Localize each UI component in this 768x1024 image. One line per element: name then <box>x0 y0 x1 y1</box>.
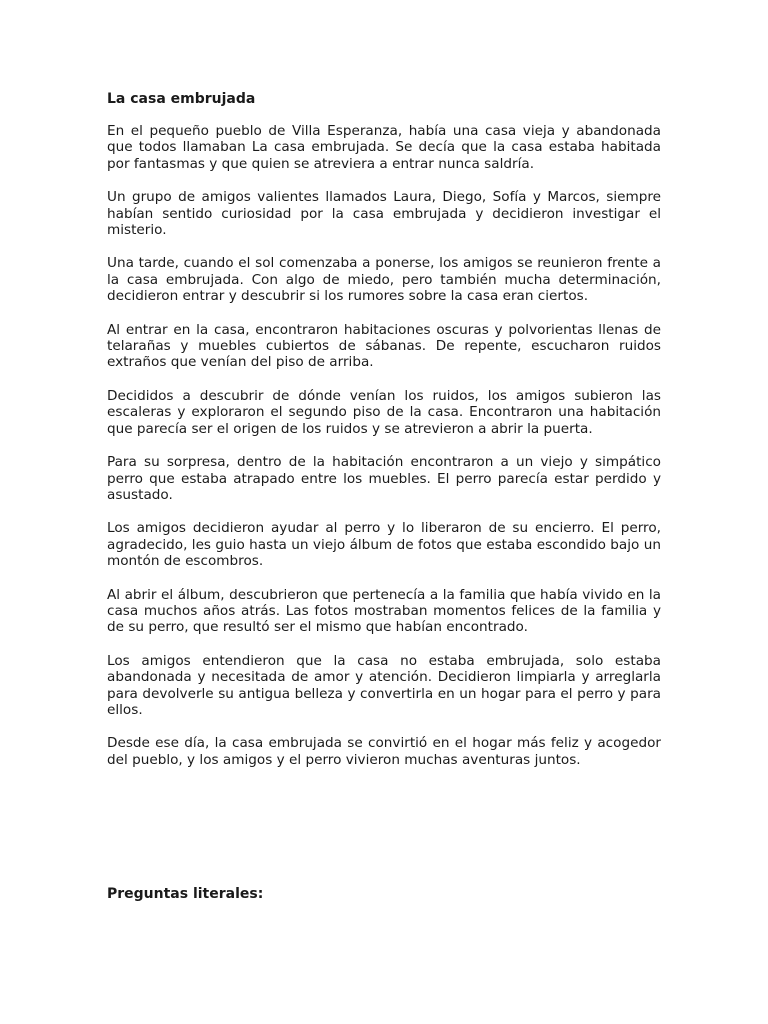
paragraph-3: Una tarde, cuando el sol comenzaba a ponerse, los amigos se reunieron frente a la casa embrujada. Con algo de miedo, pero también mucha determinación, decidieron entrar y descubrir si los rumores sobre la casa eran ciertos. <box>107 255 661 305</box>
section-heading-literal-questions: Preguntas literales: <box>107 886 264 902</box>
document-title: La casa embrujada <box>107 91 256 107</box>
paragraph-1: En el pequeño pueblo de Villa Esperanza, había una casa vieja y abandonada que todos llamaban La casa embrujada. Se decía que la casa estaba habitada por fantasmas y que quien se atreviera a entrar nunca saldría. <box>107 123 661 172</box>
paragraph-7: Los amigos decidieron ayudar al perro y lo liberaron de su encierro. El perro, agradecido, les guio hasta un viejo álbum de fotos que estaba escondido bajo un montón de escombros. <box>107 520 661 570</box>
paragraph-9: Los amigos entendieron que la casa no estaba embrujada, solo estaba abandonada y necesitada de amor y atención. Decidieron limpiarla y arreglarla para devolverle su antigua belleza y convertirla en un hogar para el perro y para ellos. <box>107 652 661 718</box>
document-body <box>107 91 661 785</box>
paragraph-10: Desde ese día, la casa embrujada se convirtió en el hogar más feliz y acogedor del pueblo, y los amigos y el perro vivieron muchas aventuras juntos. <box>107 735 661 768</box>
paragraph-6: Para su sorpresa, dentro de la habitación encontraron a un viejo y simpático perro que estaba atrapado entre los muebles. El perro parecía estar perdido y asustado. <box>107 454 661 503</box>
paragraph-5: Decididos a descubrir de dónde venían los ruidos, los amigos subieron las escaleras y exploraron el segundo piso de la casa. Encontraron una habitación que parecía ser el origen de los ruidos y se atrevieron a abrir la puerta. <box>107 387 661 437</box>
paragraph-8: Al abrir el álbum, descubrieron que pertenecía a la familia que había vivido en la casa muchos años atrás. Las fotos mostraban momentos felices de la familia y de su perro, que resultó ser el mismo que habían encontrado. <box>107 586 661 636</box>
paragraph-4: Al entrar en la casa, encontraron habitaciones oscuras y polvorientas llenas de telarañas y muebles cubiertos de sábanas. De repente, escucharon ruidos extraños que venían del piso de arriba. <box>107 321 661 371</box>
paragraph-2: Un grupo de amigos valientes llamados Laura, Diego, Sofía y Marcos, siempre habían sentido curiosidad por la casa embrujada y decidieron investigar el misterio. <box>107 189 661 239</box>
